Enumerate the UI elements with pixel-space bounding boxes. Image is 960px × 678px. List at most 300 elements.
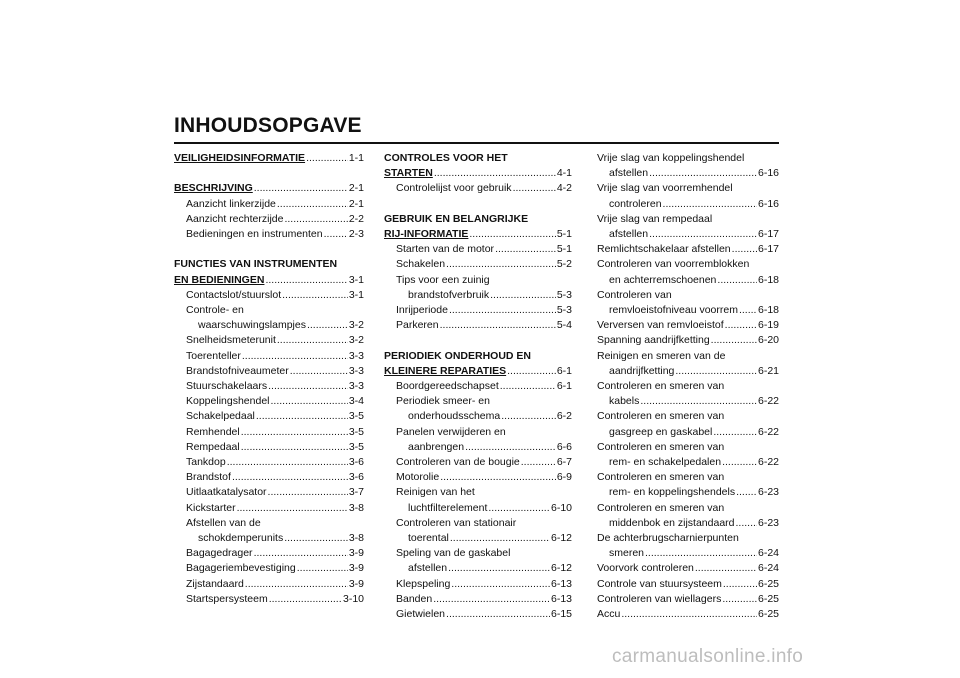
dot-leader <box>440 318 556 333</box>
toc-page-number[interactable]: 6-24 <box>757 562 779 575</box>
toc-entry <box>597 349 779 364</box>
toc-column-3 <box>597 151 779 622</box>
toc-entry-text: afstellen <box>408 562 448 575</box>
toc-entry-text: Periodiek smeer- en <box>396 395 490 408</box>
toc-entry[interactable] <box>174 227 364 242</box>
toc-entry-text: Aanzicht rechterzijde <box>186 212 284 225</box>
toc-entry[interactable] <box>384 531 572 546</box>
toc-entry[interactable] <box>174 364 364 379</box>
toc-page-number[interactable]: 6-10 <box>550 501 572 514</box>
toc-entry[interactable] <box>384 288 572 303</box>
toc-page-number[interactable]: 2-3 <box>348 228 364 240</box>
toc-page-number[interactable]: 4-1 <box>556 167 572 180</box>
toc-entry-text: Inrijperiode <box>396 304 448 317</box>
toc-entry-text: toerental <box>408 532 449 545</box>
toc-page-number[interactable]: 2-1 <box>348 182 364 195</box>
toc-entry-text: Banden <box>396 592 433 605</box>
toc-entry-text: kabels <box>609 395 640 408</box>
toc-entry-text: Afstellen van de <box>186 516 261 529</box>
toc-page-number[interactable]: 5-1 <box>556 228 572 240</box>
toc-page-number[interactable]: 6-16 <box>757 167 779 180</box>
toc-page-number[interactable]: 6-18 <box>757 304 779 317</box>
toc-page-number[interactable]: 2-2 <box>348 212 364 225</box>
toc-entry-text: middenbok en zijstandaard <box>609 516 735 529</box>
toc-section-heading[interactable] <box>384 364 572 379</box>
dot-leader <box>521 455 556 470</box>
dot-leader <box>446 607 550 622</box>
toc-entry-text: Voorvork controleren <box>597 562 694 575</box>
toc-page-number[interactable]: 6-18 <box>757 273 779 286</box>
toc-entry[interactable] <box>174 485 364 500</box>
dot-leader <box>495 242 556 257</box>
toc-entry-text: afstellen <box>609 228 649 241</box>
toc-entry-text: GEBRUIK EN BELANGRIJKE <box>384 212 529 225</box>
toc-entry-text: Startspersysteem <box>186 592 268 605</box>
toc-entry-text: Controleren en smeren van <box>597 471 725 484</box>
toc-page-number[interactable]: 3-3 <box>348 349 364 362</box>
toc-entry[interactable] <box>174 318 364 333</box>
toc-entry[interactable] <box>384 303 572 318</box>
dot-leader <box>649 166 757 181</box>
toc-entry[interactable] <box>597 485 779 500</box>
toc-entry[interactable] <box>597 364 779 379</box>
toc-entry-text: Contactslot/stuurslot <box>186 288 282 301</box>
dot-leader <box>254 546 348 561</box>
toc-column-1 <box>174 151 364 607</box>
dot-leader <box>282 288 348 303</box>
dot-leader <box>284 212 347 227</box>
toc-entry[interactable] <box>384 577 572 592</box>
dot-leader <box>732 242 757 257</box>
title-rule <box>174 142 779 144</box>
toc-entry[interactable] <box>174 288 364 303</box>
toc-section-heading[interactable] <box>174 273 364 288</box>
toc-entry[interactable] <box>597 455 779 470</box>
toc-page-number[interactable]: 6-12 <box>550 532 572 545</box>
toc-page-number[interactable]: 1-1 <box>348 152 364 164</box>
toc-entry-text: Controleren van de bougie <box>396 456 520 469</box>
toc-entry[interactable] <box>597 546 779 561</box>
toc-entry-text: rem- en schakelpedalen <box>609 456 722 469</box>
toc-entry-text: Aanzicht linkerzijde <box>186 197 276 210</box>
toc-page-number[interactable]: 3-3 <box>348 364 364 377</box>
toc-page-number[interactable]: 6-15 <box>550 608 572 621</box>
toc-entry-text: Controleren en smeren van <box>597 380 725 393</box>
dot-leader <box>451 577 550 592</box>
toc-entry-text: Koppelingshendel <box>186 395 270 408</box>
dot-leader <box>675 364 757 379</box>
toc-entry <box>597 257 779 272</box>
toc-entry-text: FUNCTIES VAN INSTRUMENTEN <box>174 258 338 271</box>
toc-entry <box>384 394 572 409</box>
toc-page-number[interactable]: 3-8 <box>348 532 364 545</box>
toc-entry[interactable] <box>384 455 572 470</box>
toc-entry-text: Remlichtschakelaar afstellen <box>597 243 731 256</box>
toc-entry[interactable] <box>597 333 779 348</box>
toc-entry[interactable] <box>384 257 572 272</box>
toc-entry[interactable] <box>597 197 779 212</box>
dot-leader <box>242 349 348 364</box>
toc-section-heading[interactable] <box>174 181 364 196</box>
toc-entry <box>384 273 572 288</box>
dot-leader <box>284 531 348 546</box>
toc-section-heading <box>174 257 364 272</box>
toc-page-number[interactable]: 6-1 <box>556 380 572 393</box>
toc-section-heading <box>384 151 572 166</box>
toc-entry-text: Snelheidsmeterunit <box>186 334 276 347</box>
toc-entry[interactable] <box>174 197 364 212</box>
dot-leader <box>271 394 348 409</box>
dot-leader <box>241 425 348 440</box>
toc-entry[interactable] <box>384 561 572 576</box>
toc-entry <box>597 531 779 546</box>
toc-entry-text: Verversen van remvloeistof <box>597 319 724 332</box>
dot-leader <box>649 227 757 242</box>
toc-page-number[interactable]: 6-21 <box>757 364 779 377</box>
toc-page-number[interactable]: 3-8 <box>348 501 364 514</box>
toc-page-number[interactable]: 3-3 <box>348 380 364 393</box>
toc-entry-text: Rempedaal <box>186 440 240 453</box>
toc-page-number[interactable]: 4-2 <box>556 182 572 195</box>
dot-leader <box>277 197 348 212</box>
toc-entry-text: Uitlaatkatalysator <box>186 486 267 499</box>
toc-entry-text: Controlelijst voor gebruik <box>396 182 512 195</box>
toc-entry-text: schokdemperunits <box>198 532 284 545</box>
toc-entry-text: Boordgereedschapset <box>396 380 499 393</box>
toc-entry[interactable] <box>597 425 779 440</box>
toc-entry <box>597 212 779 227</box>
dot-leader <box>449 303 556 318</box>
toc-page-number[interactable]: 6-1 <box>556 364 572 377</box>
dot-leader <box>722 592 757 607</box>
toc-spacer <box>174 242 364 257</box>
toc-entry-text: Zijstandaard <box>186 577 244 590</box>
toc-entry[interactable] <box>174 425 364 440</box>
toc-entry[interactable] <box>174 349 364 364</box>
toc-entry[interactable] <box>384 592 572 607</box>
toc-page-number[interactable]: 6-25 <box>757 608 779 621</box>
toc-page-number[interactable]: 3-5 <box>348 425 364 438</box>
toc-entry-text: luchtfilterelement <box>408 501 488 514</box>
toc-entry <box>384 516 572 531</box>
toc-page-number[interactable]: 3-7 <box>348 486 364 499</box>
toc-page-number[interactable]: 5-1 <box>556 243 572 256</box>
toc-page-number[interactable]: 6-23 <box>757 486 779 499</box>
toc-entry-text: Controle- en <box>186 304 244 316</box>
dot-leader <box>241 440 348 455</box>
toc-page-number[interactable]: 3-1 <box>348 288 364 301</box>
toc-entry-text: Accu <box>597 608 621 621</box>
toc-entry[interactable] <box>597 516 779 531</box>
toc-entry-text: Bedieningen en instrumenten <box>186 228 323 240</box>
toc-entry[interactable] <box>174 531 364 546</box>
toc-entry[interactable] <box>174 470 364 485</box>
dot-leader <box>254 181 348 196</box>
toc-entry-text: Bagagedrager <box>186 547 253 560</box>
toc-entry[interactable] <box>384 607 572 622</box>
dot-leader <box>507 364 556 379</box>
toc-entry-text: Starten van de motor <box>396 243 495 256</box>
toc-entry-text: brandstofverbruik <box>408 288 490 301</box>
toc-page-number[interactable]: 3-9 <box>348 577 364 590</box>
toc-entry <box>174 303 364 318</box>
toc-entry-text: Tips voor een zuinig <box>396 273 490 286</box>
toc-page-number[interactable]: 6-13 <box>550 577 572 590</box>
dot-leader <box>434 166 556 181</box>
toc-page-number[interactable]: 6-13 <box>550 592 572 605</box>
toc-page-number[interactable]: 3-9 <box>348 547 364 560</box>
toc-entry-text: Toerenteller <box>186 349 241 362</box>
toc-spacer <box>384 333 572 348</box>
toc-entry-text: afstellen <box>609 167 649 180</box>
dot-leader <box>297 561 348 576</box>
toc-entry[interactable] <box>597 394 779 409</box>
toc-entry[interactable] <box>597 273 779 288</box>
toc-entry[interactable] <box>384 470 572 485</box>
toc-page-number[interactable]: 2-1 <box>348 197 364 210</box>
toc-entry-text: remvloeistofniveau voorrem <box>609 304 738 317</box>
toc-page-number[interactable]: 3-10 <box>342 592 364 605</box>
toc-entry[interactable] <box>174 455 364 470</box>
page-title: INHOUDSOPGAVE <box>174 114 362 137</box>
toc-entry[interactable] <box>174 577 364 592</box>
toc-page-number[interactable]: 6-23 <box>757 516 779 529</box>
toc-entry[interactable] <box>384 181 572 196</box>
toc-entry-text: Schakelpedaal <box>186 410 255 423</box>
toc-section-heading[interactable] <box>174 151 364 166</box>
toc-section-heading[interactable] <box>384 227 572 242</box>
toc-entry-text: Gietwielen <box>396 608 446 621</box>
toc-entry-text: Vrije slag van voorremhendel <box>597 182 733 195</box>
toc-entry-text: BESCHRIJVING <box>174 182 253 195</box>
toc-entry-text: Schakelen <box>396 258 446 271</box>
toc-entry-text: controleren <box>609 197 662 210</box>
toc-entry-text: Reinigen van het <box>396 486 475 499</box>
toc-entry-text: Stuurschakelaars <box>186 380 268 393</box>
toc-entry <box>597 379 779 394</box>
toc-entry[interactable] <box>174 561 364 576</box>
toc-entry-text: Controleren en smeren van <box>597 410 725 423</box>
toc-page-number[interactable]: 3-6 <box>348 471 364 484</box>
dot-leader <box>265 273 347 288</box>
toc-entry[interactable] <box>597 242 779 257</box>
toc-entry-text: VEILIGHEIDSINFORMATIE <box>174 152 306 164</box>
toc-page-number[interactable]: 3-2 <box>348 334 364 347</box>
toc-entry-text: De achterbrugscharnierpunten <box>597 532 739 545</box>
toc-entry <box>597 440 779 455</box>
dot-leader <box>227 455 348 470</box>
toc-entry[interactable] <box>597 166 779 181</box>
toc-section-heading <box>384 349 572 364</box>
toc-entry-text: Controleren en smeren van <box>597 440 725 453</box>
dot-leader <box>277 333 348 348</box>
toc-spacer <box>384 197 572 212</box>
toc-entry[interactable] <box>597 227 779 242</box>
toc-entry-text: en achterremschoenen <box>609 273 717 286</box>
toc-entry-text: Controle van stuursysteem <box>597 577 722 590</box>
dot-leader <box>725 318 757 333</box>
toc-page-number[interactable]: 6-17 <box>757 228 779 241</box>
toc-entry-text: Parkeren <box>396 319 439 332</box>
toc-entry <box>384 546 572 561</box>
toc-page-number[interactable]: 6-17 <box>757 243 779 256</box>
toc-section-heading <box>384 212 572 227</box>
dot-leader <box>736 516 757 531</box>
toc-entry-text: Controleren van stationair <box>396 516 517 529</box>
toc-entry[interactable] <box>174 592 364 607</box>
dot-leader <box>290 364 348 379</box>
toc-entry[interactable] <box>174 333 364 348</box>
toc-entry <box>597 409 779 424</box>
toc-page-number[interactable]: 6-7 <box>556 456 572 469</box>
toc-entry[interactable] <box>384 242 572 257</box>
dot-leader <box>440 470 556 485</box>
toc-entry-text: rem- en koppelingshendels <box>609 486 736 499</box>
toc-page-number[interactable]: 3-6 <box>348 456 364 469</box>
toc-entry[interactable] <box>597 592 779 607</box>
toc-entry[interactable] <box>384 440 572 455</box>
toc-entry <box>597 288 779 303</box>
toc-entry-text: smeren <box>609 547 645 560</box>
toc-entry-text: KLEINERE REPARATIES <box>384 364 507 377</box>
toc-entry[interactable] <box>597 577 779 592</box>
toc-entry[interactable] <box>384 318 572 333</box>
toc-entry-text: EN BEDIENINGEN <box>174 273 265 286</box>
dot-leader <box>446 257 556 272</box>
toc-entry[interactable] <box>174 440 364 455</box>
dot-leader <box>513 181 556 196</box>
dot-leader <box>736 485 757 500</box>
toc-page-number[interactable]: 6-25 <box>757 592 779 605</box>
toc-entry <box>174 516 364 531</box>
toc-page-number[interactable]: 6-19 <box>757 319 779 332</box>
toc-entry-text: CONTROLES VOOR HET <box>384 152 508 164</box>
toc-entry-text: Remhendel <box>186 425 240 438</box>
toc-page-number[interactable]: 3-9 <box>348 562 364 575</box>
toc-page-number[interactable]: 5-3 <box>556 304 572 317</box>
toc-entry-text: Brandstofniveaumeter <box>186 364 289 377</box>
toc-entry-text: waarschuwingslampjes <box>198 319 306 332</box>
toc-entry-text: Speling van de gaskabel <box>396 547 511 560</box>
toc-entry[interactable] <box>174 394 364 409</box>
toc-entry-text: aanbrengen <box>408 440 465 453</box>
dot-leader <box>450 531 550 546</box>
toc-section-heading[interactable] <box>384 166 572 181</box>
toc-entry-text: Brandstof <box>186 471 231 484</box>
toc-entry[interactable] <box>384 379 572 394</box>
toc-entry[interactable] <box>384 501 572 516</box>
toc-page-number[interactable]: 3-2 <box>348 319 364 332</box>
toc-page-number[interactable]: 6-24 <box>757 547 779 560</box>
toc-entry-text: Kickstarter <box>186 501 236 514</box>
toc-entry-text: STARTEN <box>384 167 433 180</box>
toc-entry-text: Klepspeling <box>396 577 451 590</box>
toc-entry[interactable] <box>174 546 364 561</box>
toc-page-number[interactable]: 6-22 <box>757 395 779 408</box>
toc-entry[interactable] <box>597 318 779 333</box>
toc-entry-text: Controleren van wiellagers <box>597 592 722 605</box>
dot-leader <box>488 501 550 516</box>
watermark: carmanualsonline.info <box>612 646 804 667</box>
dot-leader <box>268 379 348 394</box>
toc-page-number[interactable]: 3-1 <box>348 273 364 286</box>
dot-leader <box>717 273 757 288</box>
toc-page-number[interactable]: 6-9 <box>556 471 572 484</box>
toc-entry-text: PERIODIEK ONDERHOUD EN <box>384 349 532 362</box>
dot-leader <box>640 394 757 409</box>
toc-page-number[interactable]: 6-25 <box>757 577 779 590</box>
dot-leader <box>245 577 348 592</box>
toc-page-number[interactable]: 5-3 <box>556 288 572 301</box>
toc-page-number[interactable]: 6-20 <box>757 334 779 347</box>
toc-entry <box>384 425 572 440</box>
toc-entry[interactable] <box>384 409 572 424</box>
toc-page-number[interactable]: 3-5 <box>348 440 364 453</box>
dot-leader <box>501 409 556 424</box>
dot-leader <box>500 379 556 394</box>
toc-entry <box>597 501 779 516</box>
dot-leader <box>711 333 757 348</box>
toc-entry[interactable] <box>174 379 364 394</box>
toc-page-number[interactable]: 3-5 <box>348 410 364 423</box>
toc-entry-text: onderhoudsschema <box>408 410 501 423</box>
toc-entry[interactable] <box>174 501 364 516</box>
toc-entry-text: RIJ-INFORMATIE <box>384 228 469 240</box>
toc-entry[interactable] <box>174 212 364 227</box>
dot-leader <box>663 197 757 212</box>
toc-page-number[interactable]: 5-2 <box>556 258 572 271</box>
dot-leader <box>448 561 550 576</box>
toc-entry-text: Reinigen en smeren van de <box>597 349 726 362</box>
dot-leader <box>723 577 757 592</box>
toc-page-number[interactable]: 6-6 <box>556 440 572 453</box>
toc-page-number[interactable]: 3-4 <box>348 395 364 408</box>
dot-leader <box>713 425 757 440</box>
toc-entry-text: Spanning aandrijfketting <box>597 334 710 347</box>
toc-page-number[interactable]: 6-16 <box>757 197 779 210</box>
toc-spacer <box>174 166 364 181</box>
toc-page-number[interactable]: 6-22 <box>757 456 779 469</box>
toc-entry-text: Controleren van <box>597 288 672 301</box>
toc-page-number[interactable]: 6-2 <box>556 410 572 423</box>
toc-entry-text: Motorolie <box>396 471 440 484</box>
toc-page-number[interactable]: 6-22 <box>757 425 779 438</box>
toc-entry-text: Controleren van voorremblokken <box>597 258 750 271</box>
toc-entry-text: aandrijfketting <box>609 364 675 377</box>
toc-entry <box>597 181 779 196</box>
toc-entry[interactable] <box>597 561 779 576</box>
toc-entry[interactable] <box>597 303 779 318</box>
dot-leader <box>433 592 550 607</box>
dot-leader <box>268 485 348 500</box>
dot-leader <box>490 288 556 303</box>
dot-leader <box>469 227 555 242</box>
toc-page-number[interactable]: 5-4 <box>556 319 572 332</box>
toc-entry <box>597 470 779 485</box>
dot-leader <box>621 607 757 622</box>
dot-leader <box>237 501 348 516</box>
toc-entry-text: gasgreep en gaskabel <box>609 425 713 438</box>
toc-column-2 <box>384 151 572 622</box>
toc-page-number[interactable]: 6-12 <box>550 562 572 575</box>
toc-entry[interactable] <box>174 409 364 424</box>
toc-entry[interactable] <box>597 607 779 622</box>
toc-entry-text: Bagageriembevestiging <box>186 562 296 575</box>
toc-entry-text: Vrije slag van koppelingshendel <box>597 152 745 164</box>
toc-entry <box>597 151 779 166</box>
toc-entry-text: Tankdop <box>186 456 226 469</box>
dot-leader <box>739 303 757 318</box>
